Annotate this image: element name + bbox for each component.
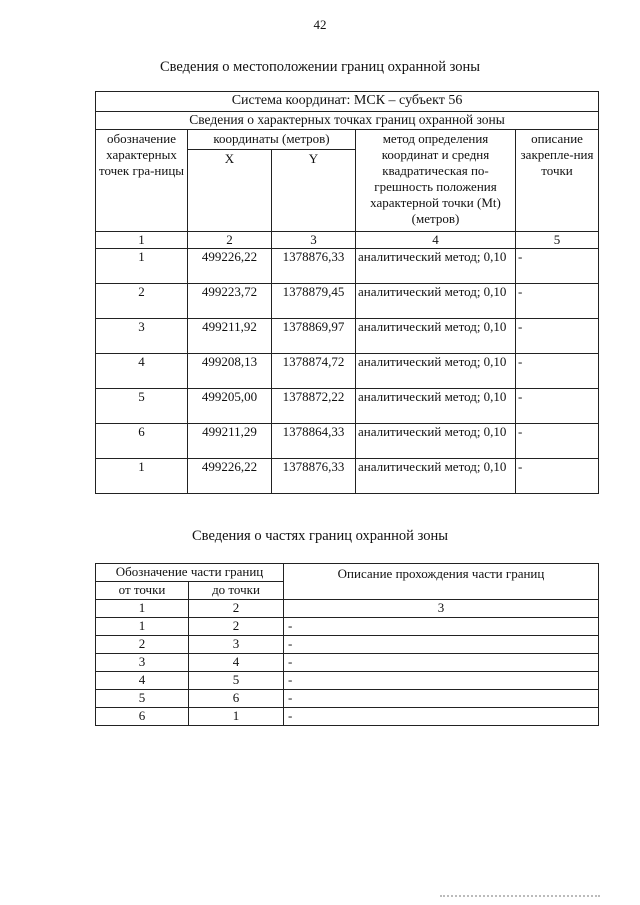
to-point: 1: [189, 708, 284, 726]
y-value: 1378876,33: [272, 249, 356, 284]
header-x: X: [188, 150, 272, 232]
part-description: -: [284, 672, 599, 690]
y-value: 1378864,33: [272, 424, 356, 459]
table-row: [96, 690, 599, 708]
points-table: [95, 91, 599, 494]
footer-dotted-line: [440, 895, 600, 899]
parts-table: [95, 563, 599, 726]
table-row: [96, 459, 599, 494]
header-y: Y: [272, 150, 356, 232]
to-point: 6: [189, 690, 284, 708]
to-point: 3: [189, 636, 284, 654]
to-point: 2: [189, 618, 284, 636]
header-to: до точки: [189, 582, 284, 600]
header-description: описание закрепле-ния точки: [516, 130, 599, 232]
table-row: [96, 424, 599, 459]
description-text: -: [516, 389, 599, 424]
y-value: 1378872,22: [272, 389, 356, 424]
from-point: 3: [96, 654, 189, 672]
x-value: 499226,22: [188, 249, 272, 284]
point-id: 1: [96, 249, 188, 284]
column-number: 3: [284, 600, 599, 618]
description-text: -: [516, 459, 599, 494]
from-point: 5: [96, 690, 189, 708]
table-row: [96, 618, 599, 636]
table-row: [96, 654, 599, 672]
x-value: 499211,92: [188, 319, 272, 354]
section-title-location: Сведения о местоположении границ охранной зоны: [159, 59, 480, 75]
to-point: 5: [189, 672, 284, 690]
y-value: 1378874,72: [272, 354, 356, 389]
method-text: аналитический метод; 0,10: [356, 459, 516, 494]
point-id: 3: [96, 319, 188, 354]
column-number: 1: [96, 232, 188, 249]
method-text: аналитический метод; 0,10: [356, 389, 516, 424]
column-number: 5: [516, 232, 599, 249]
point-id: 6: [96, 424, 188, 459]
table-row: [96, 249, 599, 284]
header-description: Описание прохождения части границ: [284, 564, 599, 600]
method-text: аналитический метод; 0,10: [356, 284, 516, 319]
header-part: Обозначение части границ: [96, 564, 284, 582]
description-text: -: [516, 319, 599, 354]
point-id: 4: [96, 354, 188, 389]
table-subtitle: Сведения о характерных точках границ охранной зоны: [96, 112, 599, 130]
section-title-parts: Сведения о частях границ охранной зоны: [192, 528, 448, 544]
description-text: -: [516, 354, 599, 389]
description-text: -: [516, 424, 599, 459]
table-row: [96, 708, 599, 726]
table-row: [96, 636, 599, 654]
header-coordinates: координаты (метров): [188, 130, 356, 150]
description-text: -: [516, 284, 599, 319]
page-number: 42: [313, 17, 327, 32]
column-number: 3: [272, 232, 356, 249]
from-point: 6: [96, 708, 189, 726]
header-designation: обозначение характерных точек гра-ницы: [96, 130, 188, 232]
table-row: [96, 389, 599, 424]
column-number: 1: [96, 600, 189, 618]
part-description: -: [284, 636, 599, 654]
table-row: [96, 672, 599, 690]
x-value: 499205,00: [188, 389, 272, 424]
x-value: 499208,13: [188, 354, 272, 389]
table-row: [96, 319, 599, 354]
column-number: 2: [188, 232, 272, 249]
from-point: 2: [96, 636, 189, 654]
part-description: -: [284, 654, 599, 672]
header-from: от точки: [96, 582, 189, 600]
x-value: 499226,22: [188, 459, 272, 494]
table-row: [96, 354, 599, 389]
method-text: аналитический метод; 0,10: [356, 319, 516, 354]
point-id: 2: [96, 284, 188, 319]
method-text: аналитический метод; 0,10: [356, 424, 516, 459]
y-value: 1378879,45: [272, 284, 356, 319]
method-text: аналитический метод; 0,10: [356, 354, 516, 389]
y-value: 1378876,33: [272, 459, 356, 494]
y-value: 1378869,97: [272, 319, 356, 354]
table-row: [96, 284, 599, 319]
x-value: 499211,29: [188, 424, 272, 459]
column-number: 4: [356, 232, 516, 249]
part-description: -: [284, 708, 599, 726]
column-number: 2: [189, 600, 284, 618]
from-point: 4: [96, 672, 189, 690]
to-point: 4: [189, 654, 284, 672]
description-text: -: [516, 249, 599, 284]
part-description: -: [284, 618, 599, 636]
from-point: 1: [96, 618, 189, 636]
point-id: 1: [96, 459, 188, 494]
coordinate-system: Система координат: МСК – субъект 56: [96, 92, 599, 112]
header-method: метод определения координат и средня квадратическая по-грешность положения характерной точки (Mt) (метров): [356, 130, 516, 232]
part-description: -: [284, 690, 599, 708]
point-id: 5: [96, 389, 188, 424]
method-text: аналитический метод; 0,10: [356, 249, 516, 284]
x-value: 499223,72: [188, 284, 272, 319]
